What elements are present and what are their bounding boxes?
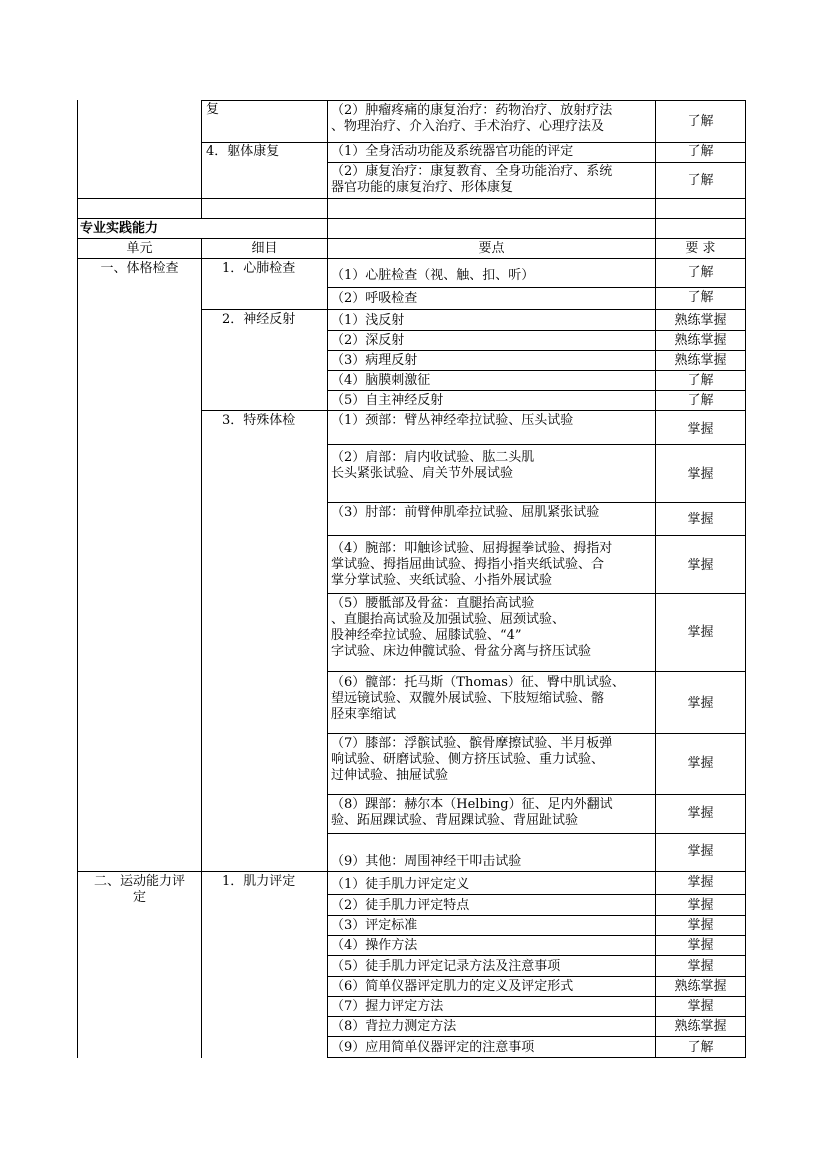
point-cell: （6）髋部：托马斯（Thomas）征、臀中肌试验、 望远镜试验、双髋外展试验、下肢短缩试验、髂 胫束挛缩试	[331, 675, 625, 722]
detail-cell: 1．心肺检查	[222, 261, 296, 276]
requirement-cell: 了解	[687, 290, 714, 305]
detail-cell: 3．特殊体检	[222, 413, 296, 428]
header-point: 要点	[478, 241, 505, 256]
point-cell: （1）浅反射	[331, 313, 405, 328]
point-cell: （1）徒手肌力评定定义	[331, 877, 470, 892]
point-cell: （9）其他：周围神经干叩击试验	[331, 854, 522, 869]
point-cell: （8）踝部：赫尔本（Helbing）征、足内外翻试 验、跖屈踝试验、背屈踝试验、背屈趾试验	[331, 797, 613, 828]
point-cell: （6）简单仪器评定肌力的定义及评定形式	[331, 979, 574, 994]
point-cell: （9）应用简单仪器评定的注意事项	[331, 1040, 535, 1055]
point-cell: （7）膝部：浮髌试验、髌骨摩擦试验、半月板弹 响试验、研磨试验、侧方挤压试验、重力试验、 过伸试验、抽屉试验	[331, 736, 613, 783]
requirement-cell: 熟练掌握	[674, 979, 727, 994]
requirement-cell: 掌握	[687, 875, 714, 890]
detail-cell: 2．神经反射	[222, 312, 296, 327]
requirement-cell: 了解	[687, 114, 714, 129]
point-cell: （1）全身活动功能及系统器官功能的评定	[331, 144, 574, 159]
header-detail: 细目	[251, 241, 278, 256]
point-cell: （1）心脏检查（视、触、扣、听）	[331, 268, 535, 283]
point-cell: （4）脑膜刺激征	[331, 373, 431, 388]
point-cell: （7）握力评定方法	[331, 999, 444, 1014]
requirement-cell: 掌握	[687, 696, 714, 711]
requirement-cell: 掌握	[687, 558, 714, 573]
requirement-cell: 了解	[687, 144, 714, 159]
requirement-cell: 熟练掌握	[674, 333, 727, 348]
requirement-cell: 了解	[687, 265, 714, 280]
requirement-cell: 掌握	[687, 806, 714, 821]
requirement-cell: 掌握	[687, 918, 714, 933]
point-cell: （5）腰骶部及骨盆：直腿抬高试验 、直腿抬高试验及加强试验、屈颈试验、 股神经牵拉试验、屈膝试验、“4” 字试验、床边伸髋试验、骨盆分离与挤压试验	[331, 596, 592, 659]
header-requirement: 要 求	[685, 241, 716, 256]
point-cell: （5）徒手肌力评定记录方法及注意事项	[331, 959, 561, 974]
unit-cell: 一、体格检查	[100, 261, 179, 276]
unit-cell: 二、运动能力评 定	[93, 874, 185, 905]
requirement-cell: 掌握	[687, 999, 714, 1014]
requirement-cell: 了解	[687, 393, 714, 408]
point-cell: （4）操作方法	[331, 938, 418, 953]
point-cell: （1）颈部：臂丛神经牵拉试验、压头试验	[331, 413, 574, 428]
requirement-cell: 熟练掌握	[674, 313, 727, 328]
requirement-cell: 了解	[687, 1040, 714, 1055]
point-cell: （2）康复治疗：康复教育、全身功能治疗、系统 器官功能的康复治疗、形体康复	[331, 164, 613, 195]
unit-cell-continued: 复	[206, 102, 220, 117]
requirement-cell: 熟练掌握	[674, 1019, 727, 1034]
requirement-cell: 了解	[687, 373, 714, 388]
point-cell: （4）腕部：叩触诊试验、屈拇握拳试验、拇指对 掌试验、拇指屈曲试验、拇指小指夹纸试验、合 掌分掌试验、夹纸试验、小指外展试验	[331, 541, 613, 588]
point-cell: （5）自主神经反射	[331, 393, 444, 408]
requirement-cell: 掌握	[687, 844, 714, 859]
point-cell: （2）徒手肌力评定特点	[331, 898, 470, 913]
point-cell: （2）肩部：肩内收试验、肱二头肌 长头紧张试验、肩关节外展试验	[331, 450, 535, 481]
detail-cell: 1．肌力评定	[222, 874, 296, 889]
point-cell: （3）肘部：前臂伸肌牵拉试验、屈肌紧张试验	[331, 505, 600, 520]
requirement-cell: 掌握	[687, 756, 714, 771]
point-cell: （3）病理反射	[331, 353, 418, 368]
point-cell: （3）评定标准	[331, 918, 418, 933]
requirement-cell: 掌握	[687, 938, 714, 953]
requirement-cell: 掌握	[687, 422, 714, 437]
point-cell: （8）背拉力测定方法	[331, 1019, 457, 1034]
point-cell: （2）深反射	[331, 333, 405, 348]
header-unit: 单元	[126, 241, 153, 256]
requirement-cell: 掌握	[687, 898, 714, 913]
requirement-cell: 掌握	[687, 512, 714, 527]
requirement-cell: 了解	[687, 173, 714, 188]
requirement-cell: 掌握	[687, 959, 714, 974]
section-title: 专业实践能力	[80, 221, 159, 236]
requirement-cell: 掌握	[687, 467, 714, 482]
point-cell: （2）肿瘤疼痛的康复治疗：药物治疗、放射疗法 、物理治疗、介入治疗、手术治疗、心理疗法及	[331, 103, 613, 134]
requirement-cell: 掌握	[687, 625, 714, 640]
detail-cell: 4．躯体康复	[206, 144, 280, 159]
requirement-cell: 熟练掌握	[674, 353, 727, 368]
point-cell: （2）呼吸检查	[331, 291, 418, 306]
